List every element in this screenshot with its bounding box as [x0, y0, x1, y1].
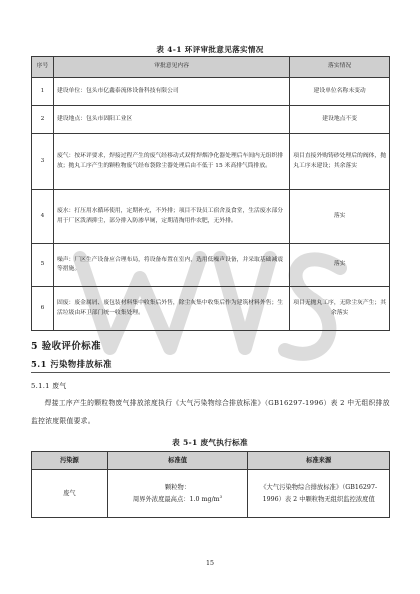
emission-standard-table — [31, 451, 390, 518]
row-status: 建设地点不变 — [290, 106, 390, 134]
table-4-1-caption: 表 4-1 环评审批意见落实情况 — [156, 45, 264, 54]
table-row — [32, 106, 390, 134]
row-standard: 《大气污染物综合排放标准》（GB16297-1996）表 2 中颗粒物无组织监控浓度值 — [248, 470, 390, 518]
table-row — [32, 470, 390, 518]
row-content: 废气：按环评要求，焊接过程产生的废气经移动式双臂焊烟净化器处理后车间内无组织排放；抛丸工序产生的颗粒物废气经布袋除尘器处理后由不低于 15 米高排气筒排放。 — [53, 134, 289, 190]
value-limit — [111, 494, 245, 506]
header-value: 标准值 — [107, 452, 248, 470]
row-value — [107, 470, 248, 518]
section-5-1-heading: 5.1 污染物排放标准 — [31, 359, 112, 369]
section-5-1-1-heading: 5.1.1 废气 — [31, 382, 67, 390]
row-content: 废水：打压用水循环使用，定期补充，不外排；项目不设员工宿舍及食堂，生活废水部分用于厂区泼洒抑尘，部分排入防渗旱厕，定期清掏用作农肥，无外排。 — [53, 190, 289, 244]
row-no: 4 — [32, 190, 54, 244]
row-source: 废气 — [32, 470, 108, 518]
value-pollutant: 颗粒物： — [164, 483, 191, 491]
value-limit-sup: 3 — [219, 493, 223, 499]
row-content: 建设地点：包头市固阳工业区 — [53, 106, 289, 134]
row-status: 落实 — [290, 190, 390, 244]
table-header-row — [32, 452, 390, 470]
header-status: 落实情况 — [290, 57, 390, 78]
table-row — [32, 190, 390, 244]
row-no: 3 — [32, 134, 54, 190]
header-no: 序号 — [32, 57, 54, 78]
header-standard: 标准来源 — [248, 452, 390, 470]
row-status: 项目直接外购铸砂处理后的阀体，抛丸工序未建设；其余落实 — [290, 134, 390, 190]
row-status: 项目无抛丸工序，无除尘灰产生；其余落实 — [290, 287, 390, 331]
row-content: 固废：废金属屑、废包装材料集中收集后外售，除尘灰集中收集后作为建筑材料外售；生活垃圾由环卫部门统一收集处理。 — [53, 287, 289, 331]
row-no: 1 — [32, 78, 54, 106]
row-no: 6 — [32, 287, 54, 331]
row-content: 建设单位：包头市亿鑫泰流体设备科技有限公司 — [53, 78, 289, 106]
row-no: 5 — [32, 244, 54, 287]
table-header-row — [32, 57, 390, 78]
table-row — [32, 244, 390, 287]
table-row — [32, 78, 390, 106]
header-content: 审批意见内容 — [53, 57, 289, 78]
approval-opinion-table — [31, 56, 390, 331]
section-5-heading: 5 验收评价标准 — [31, 341, 102, 352]
page-number: 15 — [205, 560, 214, 567]
body-paragraph: 焊接工序产生的颗粒物废气排放浓度执行《大气污染物综合排放标准》（GB16297-1996）表 2 中无组织排放监控浓度限值要求。 — [31, 399, 390, 425]
row-status: 落实 — [290, 244, 390, 287]
row-content: 噪声：厂区生产设备应合理布局，将设备布置在室内，选用低噪声设备，并采取基础减震等措施。 — [53, 244, 289, 287]
row-no: 2 — [32, 106, 54, 134]
header-source: 污染源 — [32, 452, 108, 470]
table-5-1-caption: 表 5-1 废气执行标准 — [172, 438, 248, 447]
value-limit-text: 周界外浓度最高点：1.0 mg/m — [132, 495, 220, 503]
row-status: 建设单位名称未变动 — [290, 78, 390, 106]
table-row — [32, 134, 390, 190]
table-row — [32, 287, 390, 331]
heading-underline — [31, 372, 390, 373]
